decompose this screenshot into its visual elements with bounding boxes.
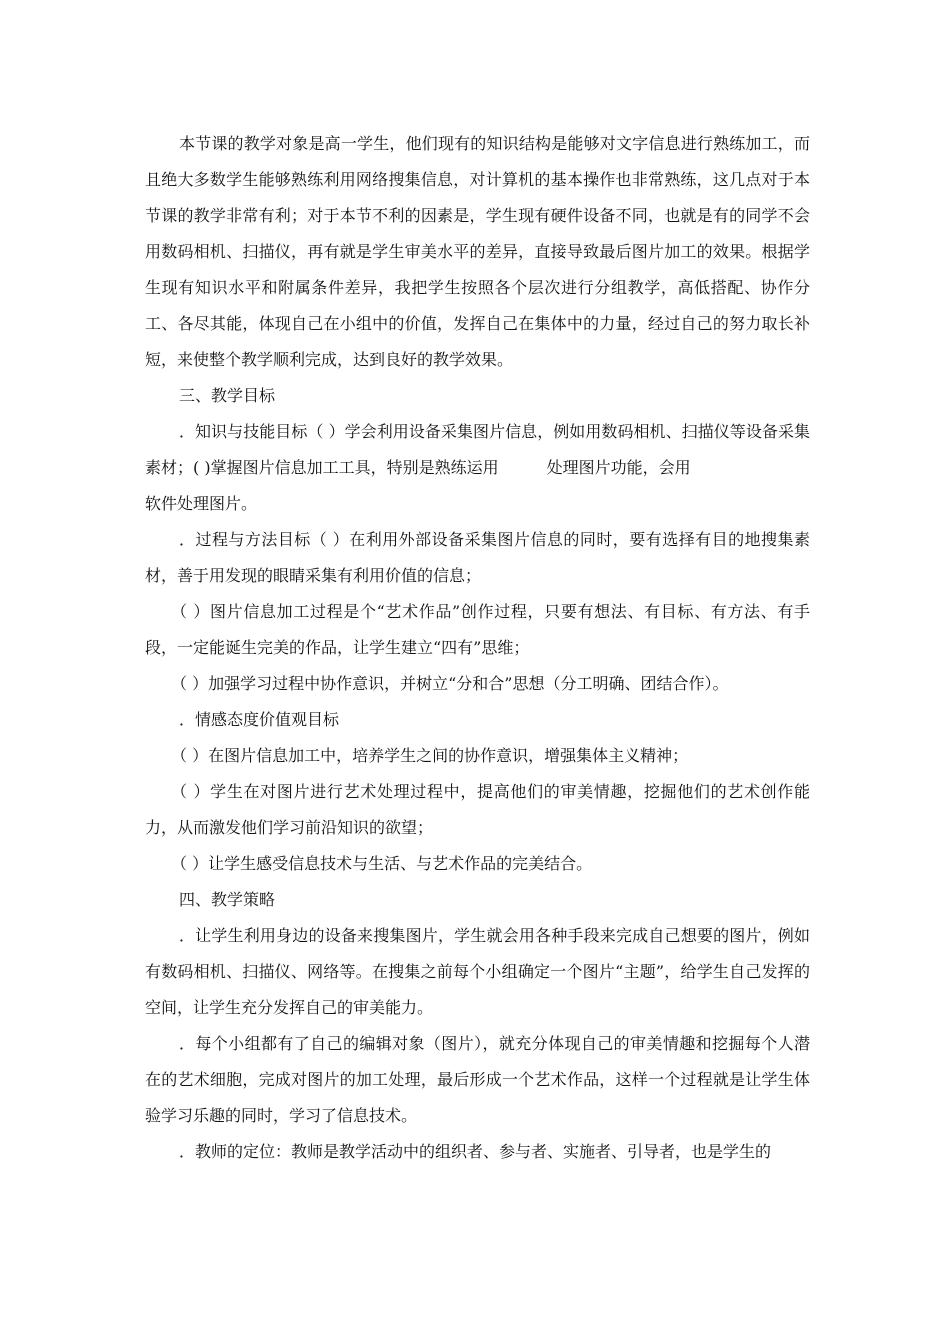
paragraph-knowledge-skill-goal xyxy=(145,414,810,522)
paragraph-goal-item: （ ）学生在对图片进行艺术处理过程中，提高他们的审美情趣，挖掘他们的艺术创作能力，从而激发他们学习前沿知识的欲望； xyxy=(145,782,810,837)
paragraph-line: ．知识与技能目标（ ）学会利用设备采集图片信息，例如用数码相机、扫描仪等设备采集素材；( )掌握图片信息加工工具，特别是熟练运用 处理图片功能，会用 xyxy=(145,422,810,477)
paragraph-strategy-item: ．每个小组都有了自己的编辑对象（图片），就充分体现自己的审美情趣和挖掘每个人潜在的艺术细胞，完成对图片的加工处理，最后形成一个艺术作品，这样一个过程就是让学生体验学习乐趣的同时，学习了信息技术。 xyxy=(145,1034,810,1125)
paragraph-process-method-goal: ．过程与方法目标（ ）在利用外部设备采集图片信息的同时，要有选择有目的地搜集素材，善于用发现的眼睛采集有利用价值的信息； xyxy=(145,530,810,585)
section-heading-teaching-strategy: 四、教学策略 xyxy=(179,890,276,909)
paragraph-strategy-item: ．教师的定位：教师是教学活动中的组织者、参与者、实施者、引导者，也是学生的 xyxy=(179,1142,772,1161)
document-body xyxy=(145,126,810,1170)
paragraph-goal-item: （ ）加强学习过程中协作意识，并树立“分和合”思想（分工明确、团结合作）。 xyxy=(171,674,729,693)
paragraph-goal-item: （ ）在图片信息加工中，培养学生之间的协作意识，增强集体主义精神； xyxy=(171,746,689,765)
paragraph-learner-analysis: 本节课的教学对象是高一学生，他们现有的知识结构是能够对文字信息进行熟练加工，而且绝大多数学生能够熟练利用网络搜集信息，对计算机的基本操作也非常熟练，这几点对于本节课的教学非常有利；对于本节不利的因素是，学生现有硬件设备不同，也就是有的同学不会用数码相机、扫描仪，再有就是学生审美水平的差异，直接导致最后图片加工的效果。根据学生现有知识水平和附属条件差异，我把学生按照各个层次进行分组教学，高低搭配、协作分工、各尽其能，体现自己在小组中的价值，发挥自己在集体中的力量，经过自己的努力取长补短，来使整个教学顺利完成，达到良好的教学效果。 xyxy=(145,134,810,369)
paragraph-goal-item: （ ）让学生感受信息技术与生活、与艺术作品的完美结合。 xyxy=(171,854,593,873)
section-heading-teaching-goals: 三、教学目标 xyxy=(179,386,276,405)
paragraph-strategy-item: ．让学生利用身边的设备来搜集图片，学生就会用各种手段来完成自己想要的图片，例如有数码相机、扫描仪、网络等。在搜集之前每个小组确定一个图片“主题”，给学生自己发挥的空间，让学生充分发挥自己的审美能力。 xyxy=(145,926,810,1017)
paragraph-emotion-goal-heading: ．情感态度价值观目标 xyxy=(179,710,340,729)
paragraph-goal-item: （ ）图片信息加工过程是个“艺术作品”创作过程，只要有想法、有目标、有方法、有手段，一定能诞生完美的作品，让学生建立“四有”思维； xyxy=(145,602,810,657)
paragraph-line: 软件处理图片。 xyxy=(145,494,258,513)
